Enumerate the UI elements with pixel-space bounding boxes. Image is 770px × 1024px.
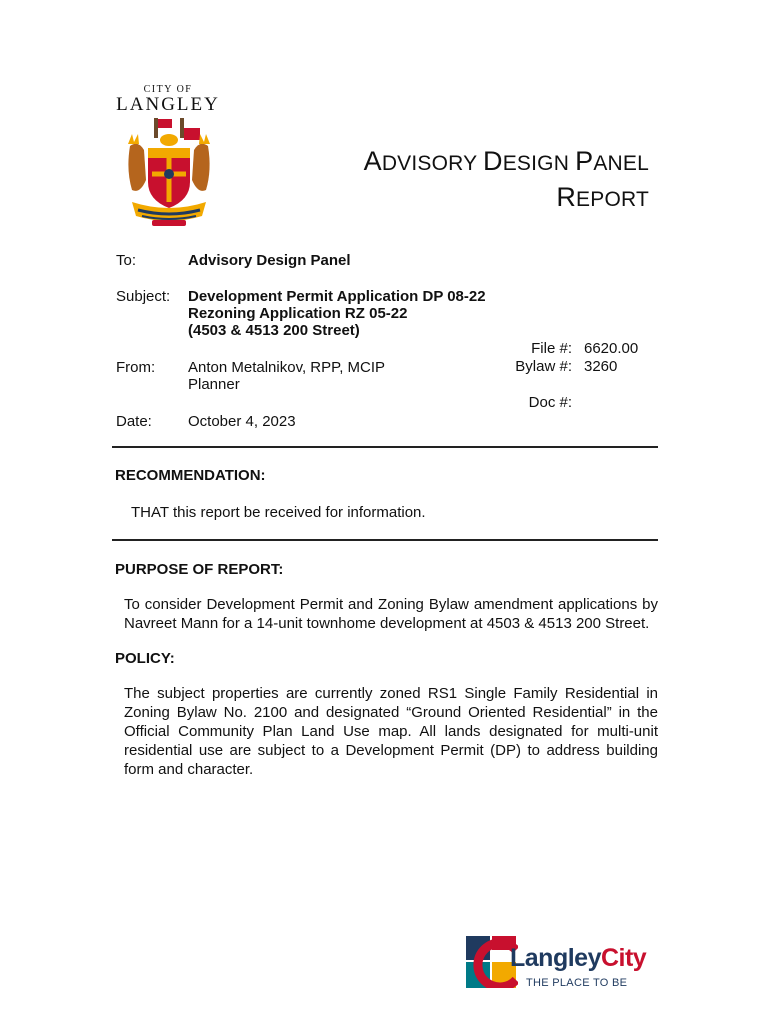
policy-text: The subject properties are currently zoned RS1 Single Family Residential in Zoning Bylaw No. 2100 and designated “Ground Oriented Residential” in the Official Community Plan Land Use map. All lands designated for multi-unit residential use are subject to a Development Permit (DP) to address building form and character. (124, 685, 658, 778)
crest-city-of: CITY OF (143, 84, 193, 95)
doc-number-label: Doc #: (528, 394, 572, 411)
divider (112, 539, 658, 541)
crest-city-name: LANGLEY (116, 94, 220, 115)
subject-line: Development Permit Application DP 08-22 (188, 288, 486, 305)
bylaw-number-value: 3260 (584, 358, 618, 375)
purpose-heading: PURPOSE OF REPORT: (115, 561, 284, 578)
to-label: To: (116, 252, 137, 269)
to-value: Advisory Design Panel (188, 252, 351, 269)
divider (112, 446, 658, 448)
report-title-line-1: ADVISORY DESIGN PANEL (363, 146, 649, 176)
report-title-line-2: REPORT (556, 182, 649, 212)
logo-tagline: THE PLACE TO BE (526, 977, 628, 989)
bylaw-number-label: Bylaw #: (515, 358, 572, 375)
subject-line: (4503 & 4513 200 Street) (188, 322, 360, 339)
file-number-value: 6620.00 (584, 340, 639, 357)
from-label: From: (116, 359, 156, 376)
purpose-text: To consider Development Permit and Zoning Bylaw amendment applications by Navreet Mann for a 14-unit townhome development at 4503 & 4513 200 Street. (124, 596, 658, 632)
from-line: Anton Metalnikov, RPP, MCIP (188, 359, 386, 376)
subject-line: Rezoning Application RZ 05-22 (188, 305, 408, 322)
city-crest-icon (124, 116, 214, 228)
date-label: Date: (116, 413, 152, 430)
file-number-label: File #: (531, 340, 572, 357)
subject-label: Subject: (116, 288, 171, 305)
date-value: October 4, 2023 (188, 413, 296, 430)
recommendation-heading: RECOMMENDATION: (115, 467, 266, 484)
logo-wordmark: LangleyCity (510, 944, 647, 972)
recommendation-text: THAT this report be received for information. (131, 504, 426, 521)
policy-heading: POLICY: (115, 650, 175, 667)
from-line: Planner (188, 376, 240, 393)
